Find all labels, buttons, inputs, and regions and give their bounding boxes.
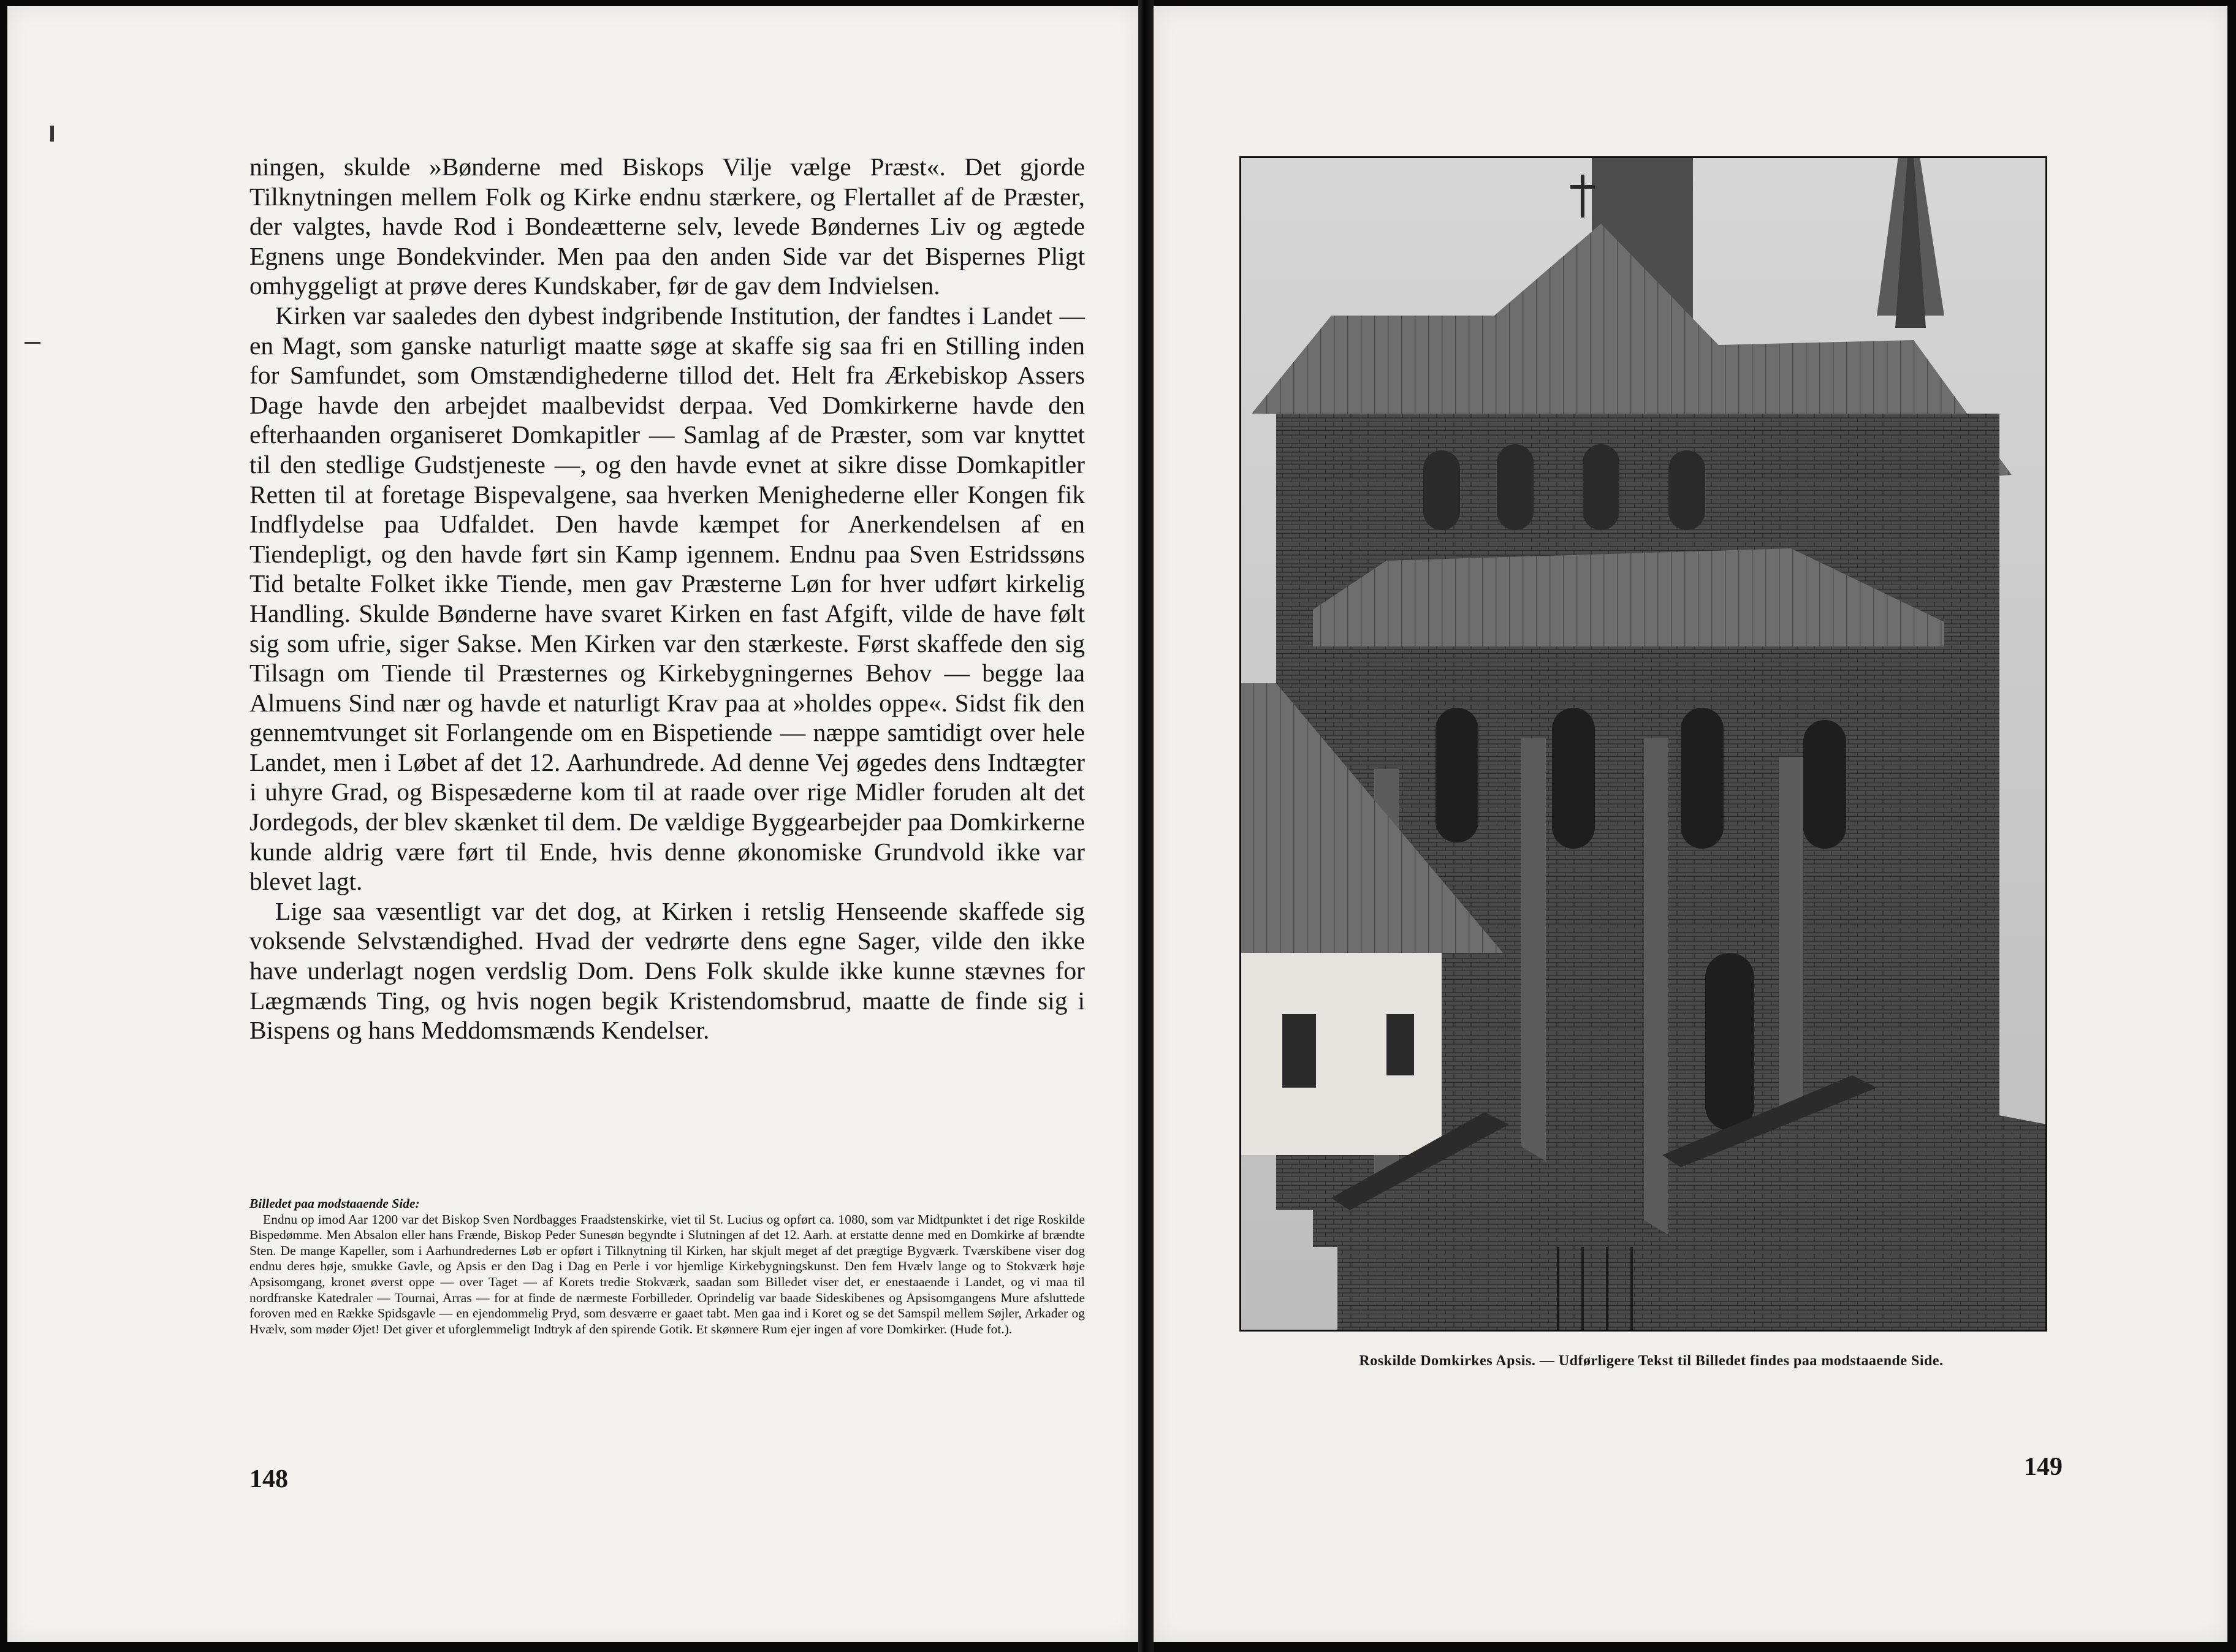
figure-caption-note bbox=[249, 1196, 1085, 1337]
page-number: 149 bbox=[2024, 1453, 2063, 1481]
left-page bbox=[7, 6, 1138, 1642]
photo-caption: Roskilde Domkirkes Apsis. — Udførligere Tekst til Billedet findes paa modstaaende Side. bbox=[1359, 1353, 1944, 1369]
page-number: 148 bbox=[249, 1465, 288, 1493]
paragraph: Kirken var saaledes den dybest indgribende Institution, der fandtes i Landet — en Magt, som ganske naturligt maatte søge at skaffe sig saa fri en Stilling inden for Samfundet, som Omstændighederne tillod det. Helt fra Ærkebiskop Assers Dage havde den arbejdet maalbevidst derpaa. Ved Domkirkerne havde den efterhaanden organiseret Domkapitler — Samlag af de Præster, som var knyttet til den stedlige Gudstjeneste —, og den havde evnet at sikre disse Domkapitler Retten til at foretage Bispevalgene, saa hverken Menighederne eller Kongen fik Indflydelse paa Udfaldet. Den havde kæmpet for Anerkendelsen af en Tiendepligt, og den havde ført sin Kamp igennem. Endnu paa Sven Estridssøns Tid betalte Folket ikke Tiende, men gav Præsterne Løn for hver udført kirkelig Handling. Skulde Bønderne have svaret Kirken en fast Afgift, vilde de have følt sig som ufrie, siger Sakse. Men Kirken var den stærkeste. Først skaffede den sig Tilsagn om Tiende til Præsternes og Kirkebygningernes Behov — begge laa Almuens Sind nær og havde et naturligt Krav paa at »holdes oppe«. Sidst fik den gennemtvunget sit Forlangende om en Bispetiende — næppe samtidigt over hele Landet, men i Løbet af det 12. Aarhundrede. Ad denne Vej øgedes dens Indtægter i uhyre Grad, og Bispesæderne kom til at raade over rige Midler foruden alt det Jordegods, der blev skænket til dem. De vældige Byggearbejder paa Domkirkerne kunde aldrig være ført til Ende, hvis denne økonomiske Grundvold ikke var blevet lagt. bbox=[249, 301, 1085, 896]
paragraph: Lige saa væsentligt var det dog, at Kirken i retslig Henseende skaffede sig voksende Selvstændighed. Hvad der vedrørte dens egne Sager, vilde den ikke have underlagt nogen verdslig Dom. Dens Folk skulde ikke kunne stævnes for Lægmænds Ting, og hvis nogen begik Kristendomsbrud, maatte de finde sig i Bispens og hans Meddomsmænds Kendelser. bbox=[249, 896, 1085, 1045]
body-text bbox=[249, 152, 1085, 1045]
paragraph: ningen, skulde »Bønderne med Biskops Vilje vælge Præst«. Det gjorde Tilknytningen mellem Folk og Kirke endnu stærkere, og Flertallet af de Præster, der valgtes, havde Rod i Bondeætterne selv, levede Bøndernes Liv og ægtede Egnens unge Bondekvinder. Men paa den anden Side var det Bispernes Pligt omhyggeligt at prøve deres Kundskaber, før de gav dem Indvielsen. bbox=[249, 153, 1085, 300]
caption-body: Endnu op imod Aar 1200 var det Biskop Sven Nordbagges Fraadstenskirke, viet til St. Lucius og opført ca. 1080, som var Midtpunktet i det rige Roskilde Bispedømme. Men Absalon eller hans Frænde, Biskop Peder Sunesøn begyndte i Slutningen af det 12. Aarh. at erstatte denne med en Domkirke af brændte Sten. De mange Kapeller, som i Aarhundredernes Løb er opført i Tilknytning til Kirken, har skjult meget af det prægtige Bygværk. Tværskibene viser dog endnu deres høje, smukke Gavle, og Apsis er den Dag i Dag en Perle i vor hjemlige Kirkebygningskunst. Den fem Hvælv lange og to Stokværk høje Apsisomgang, kronet øverst oppe — over Taget — af Korets tredie Stokværk, saadan som Billedet viser det, er enestaaende i Landet, og vi maa til nordfranske Katedraler — Tournai, Arras — for at finde de nærmeste Forbilleder. Oprindelig var baade Sideskibenes og Apsisomgangens Mure afsluttede foroven med en Række Spidsgavle — en ejendommelig Pryd, som desværre er gaaet tabt. Men gaa ind i Koret og se det Samspil mellem Søjler, Arkader og Hvælv, som møder Øjet! Det giver et uforglemmeligt Indtryk af den spirende Gotik. Et skønnere Rum ejer ingen af vore Domkirker. (Hude fot.). bbox=[249, 1211, 1085, 1336]
cathedral-photo bbox=[1239, 156, 2047, 1332]
margin-mark bbox=[50, 126, 54, 142]
book-gutter bbox=[1138, 0, 1154, 1652]
right-page bbox=[1154, 6, 2227, 1642]
caption-heading: Billedet paa modstaaende Side: bbox=[249, 1196, 420, 1211]
cathedral-apse-image bbox=[1239, 156, 2047, 1332]
margin-mark bbox=[25, 342, 40, 344]
